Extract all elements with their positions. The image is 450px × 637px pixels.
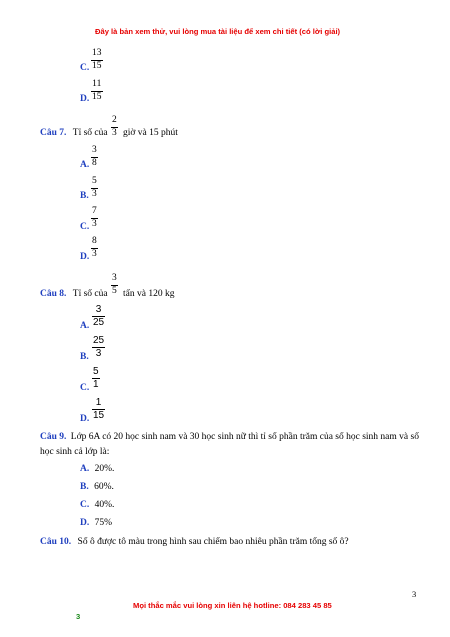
- q8-option-d-letter: D.: [80, 414, 90, 424]
- fraction-numerator: 7: [92, 206, 97, 216]
- fraction-denominator: 3: [112, 127, 117, 138]
- q7-option-a-letter: A.: [80, 160, 90, 170]
- option-c-fraction: [91, 49, 103, 71]
- q7-option-a-fraction: [91, 146, 98, 168]
- fraction-denominator: 15: [93, 410, 105, 421]
- question-text-line-1: Lớp 6A có 20 học sinh nam và 30 học sinh nữ thì tỉ số phần trăm của số học sinh nam và số: [70, 432, 419, 442]
- q9-option-c: [80, 500, 114, 510]
- fraction-numerator: 1: [95, 397, 102, 408]
- fraction-denominator: 15: [92, 91, 102, 102]
- fraction-numerator: 13: [92, 48, 102, 58]
- question-text-before: Tỉ số của: [72, 128, 108, 138]
- q8-option-a-fraction: [92, 305, 105, 328]
- question-8-text-after: tấn và 120 kg: [123, 289, 175, 299]
- fraction-denominator: 1: [93, 379, 99, 390]
- question-8: [40, 289, 108, 299]
- fraction-denominator: 3: [92, 218, 97, 229]
- q7-option-b-letter: B.: [80, 191, 89, 201]
- fraction-denominator: 3: [95, 348, 102, 359]
- fraction-numerator: 3: [112, 273, 117, 283]
- fraction-numerator: 5: [93, 366, 99, 377]
- option-text: 75%: [94, 518, 113, 528]
- question-8-fraction: [111, 274, 118, 296]
- q7-option-c-fraction: [91, 207, 98, 229]
- question-label: Câu 7.: [40, 128, 67, 138]
- preview-banner: Đây là bản xem thử, vui lòng mua tài liệu để xem chi tiết (có lời giải): [95, 27, 341, 36]
- fraction-numerator: 3: [95, 304, 102, 315]
- option-letter: C.: [80, 500, 90, 510]
- fraction-denominator: 3: [92, 248, 97, 259]
- question-10: [40, 537, 349, 547]
- fraction-denominator: 3: [92, 188, 97, 199]
- option-text: 40%.: [94, 500, 115, 510]
- fraction-numerator: 3: [92, 145, 97, 155]
- question-7-fraction: [111, 116, 118, 138]
- fraction-numerator: 25: [93, 335, 105, 346]
- question-text: Số ô được tô màu trong hình sau chiếm bao nhiêu phần trăm tổng số ô?: [77, 537, 349, 547]
- fraction-denominator: 25: [93, 317, 105, 328]
- fraction-numerator: 8: [92, 236, 97, 246]
- fraction-numerator: 11: [92, 79, 102, 89]
- question-9: [40, 432, 419, 442]
- q8-option-c-fraction: [92, 367, 100, 390]
- q8-option-b-letter: B.: [80, 352, 89, 362]
- option-d-fraction: [91, 80, 103, 102]
- question-7-text-after: giờ và 15 phút: [123, 128, 178, 138]
- question-text-before: Tỉ số của: [72, 289, 108, 299]
- fraction-numerator: 2: [112, 115, 117, 125]
- q8-option-b-fraction: [92, 336, 105, 359]
- question-7: [40, 128, 108, 138]
- q8-option-d-fraction: [92, 398, 105, 421]
- option-letter: B.: [80, 482, 89, 492]
- option-letter: A.: [80, 464, 90, 474]
- fraction-numerator: 5: [92, 176, 97, 186]
- fraction-denominator: 5: [112, 285, 117, 296]
- fraction-denominator: 15: [92, 60, 102, 71]
- option-d-letter: D.: [80, 94, 90, 104]
- q7-option-d-letter: D.: [80, 252, 90, 262]
- question-label: Câu 9.: [40, 432, 67, 442]
- footer-page-mark: 3: [76, 612, 81, 621]
- q7-option-d-fraction: [91, 237, 98, 259]
- q9-option-a: [80, 464, 114, 474]
- q9-option-b: [80, 482, 114, 492]
- q7-option-c-letter: C.: [80, 222, 90, 232]
- q9-option-d: [80, 518, 112, 528]
- hotline-footer: Mọi thắc mắc vui lòng xin liên hệ hotline: 084 283 45 85: [133, 601, 332, 610]
- question-label: Câu 8.: [40, 289, 67, 299]
- q8-option-a-letter: A.: [80, 321, 90, 331]
- option-text: 20%.: [94, 464, 115, 474]
- question-label: Câu 10.: [40, 537, 72, 547]
- option-c-letter: C.: [80, 63, 90, 73]
- option-text: 60%.: [94, 482, 114, 492]
- question-9-text-line-2: học sinh cả lớp là:: [40, 447, 110, 457]
- page-number: 3: [412, 589, 417, 599]
- option-letter: D.: [80, 518, 90, 528]
- q8-option-c-letter: C.: [80, 383, 90, 393]
- q7-option-b-fraction: [91, 177, 98, 199]
- fraction-denominator: 8: [92, 157, 97, 168]
